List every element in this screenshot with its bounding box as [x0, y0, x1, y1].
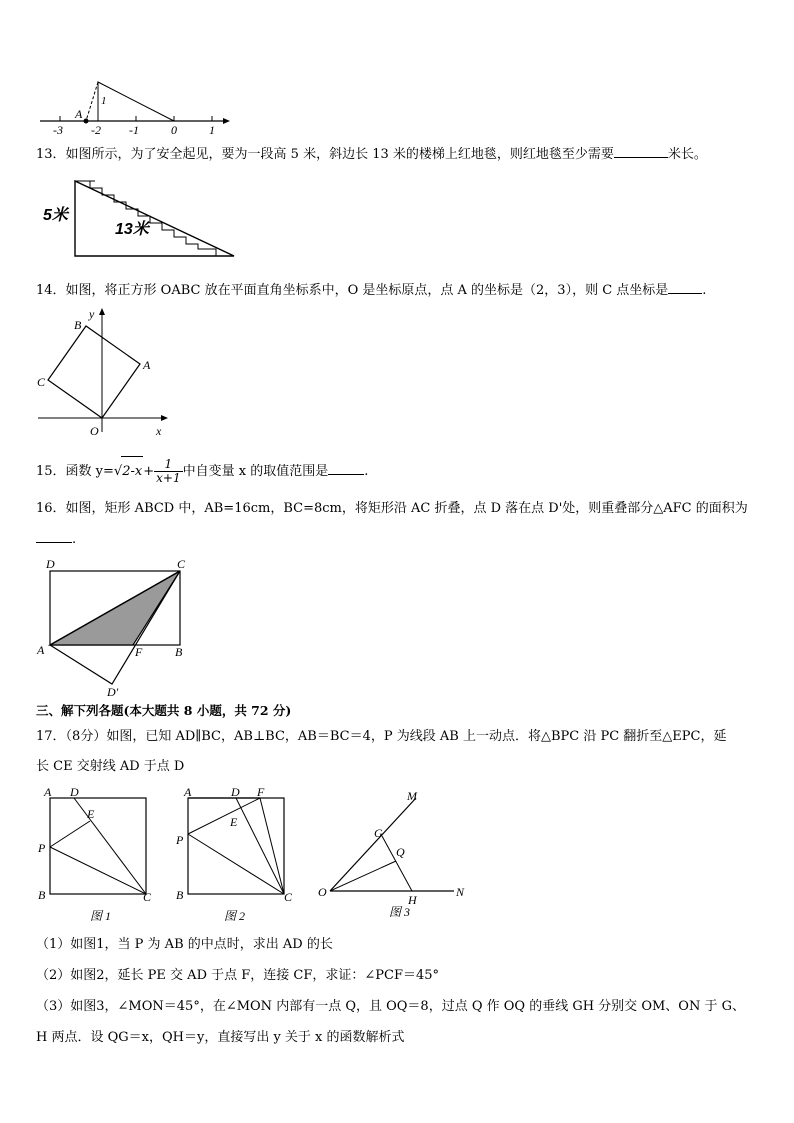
label-d: D: [46, 557, 55, 571]
question-17-line2: 长 CE 交射线 AD 于点 D: [36, 759, 185, 774]
label-b: B: [74, 318, 82, 332]
label-o: O: [90, 424, 99, 438]
figure-caption: 图 3: [389, 905, 411, 919]
label-d: D: [231, 785, 240, 799]
label-c: C: [177, 557, 186, 571]
label-e: E: [87, 807, 95, 821]
label-e: E: [230, 815, 238, 829]
answer-blank: [36, 542, 72, 543]
q15-end: .: [364, 464, 369, 479]
label-d: D: [70, 785, 79, 799]
square-coordinate-figure: [34, 304, 174, 440]
plus-sign: +: [143, 464, 155, 479]
q16-text: 16．如图，矩形 ABCD 中，AB=16cm，BC=8cm，将矩形沿 AC 折叠，点 D 落在点 D'处，则重叠部分△AFC 的面积为: [36, 501, 748, 516]
label-c: C: [37, 375, 46, 389]
label-x: x: [156, 424, 162, 438]
answer-blank: [614, 157, 668, 158]
q14-text-end: .: [702, 283, 707, 298]
label-c: C: [284, 890, 293, 904]
tick-label: -3: [53, 123, 63, 137]
q13-text: 13．如图所示，为了安全起见，要为一段高 5 米，斜边长 13 米的楼梯上红地毯，则红地毯至少需要: [36, 147, 614, 162]
q15-suffix: 中自变量 x 的取值范围是: [182, 464, 329, 479]
label-h: H: [408, 893, 417, 907]
question-13: [36, 147, 707, 163]
label-o: O: [318, 885, 327, 899]
label-d-prime: D': [107, 685, 119, 699]
figure-caption: 图 2: [224, 909, 246, 923]
q17-sub3-line1: （3）如图3，∠MON＝45°，在∠MON 内部有一点 Q，且 OQ＝8，过点 Q 作 OQ 的垂线 GH 分别交 OM、ON 于 G、: [36, 999, 745, 1014]
label-f: F: [257, 785, 265, 799]
label-a: A: [44, 785, 52, 799]
number-line-figure: [36, 76, 236, 138]
q14-text: 14．如图，将正方形 OABC 放在平面直角坐标系中，O 是坐标原点，点 A 的坐标是（2，3），则 C 点坐标是: [36, 283, 669, 298]
question-16-line2: [36, 532, 76, 548]
fraction: [154, 458, 182, 485]
figure-1: [34, 784, 164, 924]
answer-blank: [668, 293, 702, 294]
tick-label: -2: [91, 123, 101, 137]
q17-sub3-line2: H 两点．设 QG＝x，QH＝y，直接写出 y 关于 x 的函数解析式: [36, 1030, 405, 1045]
rectangle-fold-figure: [34, 554, 204, 700]
question-15: [36, 456, 368, 487]
question-16-line1: [36, 501, 748, 517]
figure-caption: 图 1: [90, 909, 112, 923]
fraction-denominator: x+1: [156, 471, 181, 485]
label-n: N: [456, 885, 465, 899]
label-m: M: [407, 789, 417, 803]
label-g: G: [374, 826, 383, 840]
hypotenuse-label: 13米: [115, 221, 149, 238]
answer-blank: [328, 474, 364, 475]
figure-2: [172, 784, 302, 924]
q17-sub2: （2）如图2，延长 PE 交 AD 于点 F，连接 CF，求证：∠PCF＝45°: [36, 968, 440, 983]
point-a-label: A: [75, 107, 83, 121]
label-b: B: [175, 645, 183, 659]
height-label: 5米: [43, 207, 68, 224]
question-17-line1: 17．（8分）如图，已知 AD∥BC，AB⊥BC，AB＝BC＝4，P 为线段 AB 上一动点．将△BPC 沿 PC 翻折至△EPC，延: [36, 729, 727, 744]
label-p: P: [176, 833, 184, 847]
label-y: y: [89, 307, 95, 321]
section-3-title: 三、解下列各题(本大题共 8 小题，共 72 分): [36, 703, 292, 718]
fraction-numerator: 1: [154, 458, 182, 472]
sqrt-symbol: √: [113, 464, 123, 479]
tick-label: 1: [209, 123, 215, 137]
label-a: A: [37, 643, 45, 657]
question-14: [36, 283, 706, 299]
label-b: B: [176, 888, 184, 902]
staircase-figure: [40, 178, 240, 260]
tick-label: -1: [129, 123, 139, 137]
q16-end: .: [72, 532, 77, 547]
label-f: F: [135, 645, 143, 659]
label-b: B: [38, 888, 46, 902]
tick-label: 0: [171, 123, 177, 137]
q15-prefix: 15．函数 y=: [36, 464, 114, 479]
figure-3: [312, 784, 482, 924]
label-q: Q: [396, 845, 405, 859]
label-p: P: [38, 841, 46, 855]
label-a: A: [184, 785, 192, 799]
label-a: A: [143, 358, 151, 372]
sqrt-content: 2-x: [121, 456, 143, 487]
side-label: 1: [101, 95, 107, 107]
q13-text-end: 米长。: [667, 147, 707, 162]
label-c: C: [143, 890, 152, 904]
q17-sub1: （1）如图1，当 P 为 AB 的中点时，求出 AD 的长: [36, 937, 333, 952]
